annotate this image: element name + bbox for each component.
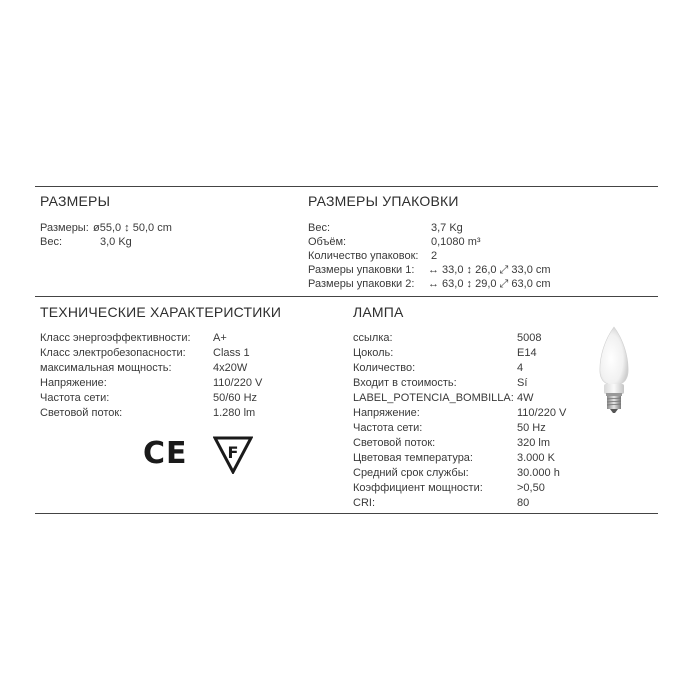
row-label: Напряжение: [353,407,420,419]
row-label: Размеры упаковки 1: [308,264,415,276]
row-value: 3.000 K [517,452,555,464]
tech-row [40,391,258,405]
row-value: 4x20W [213,362,248,374]
package-row [308,235,481,249]
tech-row [40,346,250,360]
row-label: Вес: [308,222,331,234]
row-label: Размеры упаковки 2: [308,278,415,290]
f-mark-letter: F [227,443,239,462]
row-label: Световой поток: [40,407,123,419]
lamp-row [353,376,528,390]
lamp-title: ЛАМПА [353,304,404,320]
top-divider [35,186,658,187]
tech-row [40,361,248,375]
dimensions-row [40,235,132,249]
dimensions-title: РАЗМЕРЫ [40,193,111,209]
row-value: 80 [517,497,530,509]
row-label: Средний срок службы: [353,467,469,479]
row-value: 50/60 Hz [213,392,258,404]
lamp-row [353,466,560,480]
package-row [308,263,551,277]
bottom-divider [35,513,658,514]
row-label: Частота сети: [40,392,110,404]
tech-row [40,406,256,420]
lamp-row [353,421,546,435]
package-row [308,277,551,291]
row-label: Вес: [40,236,63,248]
package-row [308,249,438,263]
row-label: Объём: [308,236,347,248]
lamp-row [353,406,567,420]
row-value: 50 Hz [517,422,546,434]
tech-row [40,376,263,390]
row-value: 5008 [517,332,542,344]
row-value: 3,7 Kg [431,222,463,234]
row-value: 2 [431,250,438,262]
row-value: 0,1080 m³ [431,236,481,248]
row-value: E14 [517,347,537,359]
lamp-row [353,496,530,510]
row-value: 110/220 V [517,407,567,419]
lamp-row [353,451,555,465]
row-value: 110/220 V [213,377,263,389]
candle-bulb-icon [593,325,635,415]
row-label: LABEL_POTENCIA_BOMBILLA: [353,392,514,404]
row-value: ↔ 63,0 ↕ 29,0 ⤢ 63,0 cm [428,278,551,290]
f-triangle-icon [213,434,253,474]
row-label: Цветовая температура: [353,452,473,464]
package-title: РАЗМЕРЫ УПАКОВКИ [308,193,459,209]
row-label: максимальная мощность: [40,362,172,374]
dimensions-row [40,221,172,235]
row-label: ссылка: [353,332,393,344]
ce-mark-text: CE [143,436,188,471]
lamp-row [353,391,534,405]
ce-mark-icon [143,436,189,472]
row-label: Количество: [353,362,416,374]
lamp-row [353,436,551,450]
row-value: Class 1 [213,347,250,359]
row-value: A+ [213,332,227,344]
row-value: Sí [517,377,528,389]
row-label: Входит в стоимость: [353,377,457,389]
row-label: Световой поток: [353,437,436,449]
row-label: Класс энергоэффективности: [40,332,191,344]
middle-divider [35,296,658,297]
row-label: Коэффициент мощности: [353,482,483,494]
row-value: 4 [517,362,524,374]
row-value: ↔ 33,0 ↕ 26,0 ⤢ 33,0 cm [428,264,551,276]
row-label: Количество упаковок: [308,250,419,262]
row-value: 320 lm [517,437,551,449]
row-label: Размеры: [40,222,89,234]
row-label: Класс электробезопасности: [40,347,186,359]
row-label: CRI: [353,497,375,509]
row-value: >0,50 [517,482,545,494]
row-value: 4W [517,392,534,404]
row-value: 3,0 Kg [100,236,132,248]
tech-row [40,331,227,345]
f-mark-icon [213,434,253,474]
tech-title: ТЕХНИЧЕСКИЕ ХАРАКТЕРИСТИКИ [40,304,282,320]
row-label: Напряжение: [40,377,107,389]
row-value: 1.280 lm [213,407,256,419]
lamp-row [353,361,524,375]
lamp-row [353,331,542,345]
row-value: 30.000 h [517,467,560,479]
package-row [308,221,463,235]
lamp-row [353,481,545,495]
row-label: Частота сети: [353,422,423,434]
row-label: Цоколь: [353,347,394,359]
lamp-row [353,346,537,360]
row-value: ø55,0 ↕ 50,0 cm [93,222,172,234]
